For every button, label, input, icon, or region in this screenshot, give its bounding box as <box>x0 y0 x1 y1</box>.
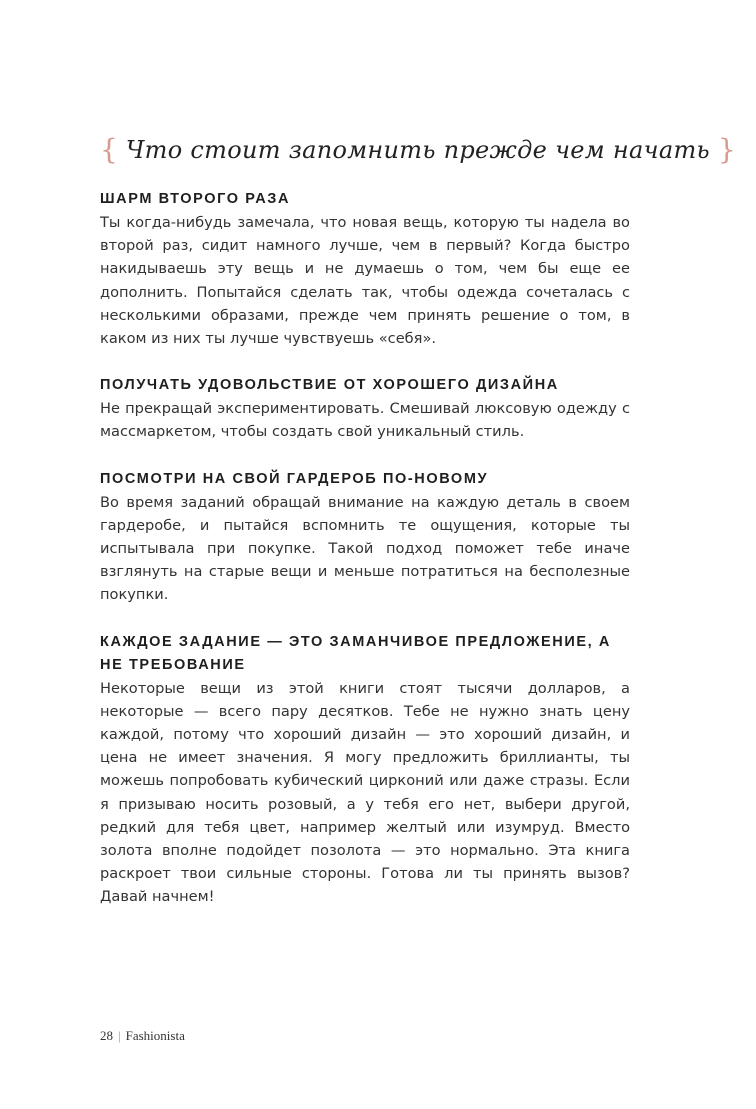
title-left-brace: { <box>100 133 118 166</box>
page-number: 28 <box>100 1028 113 1043</box>
page-footer <box>100 1028 185 1044</box>
chapter-title <box>100 130 736 170</box>
book-title: Fashionista <box>125 1028 185 1043</box>
section-paragraph: Не прекращай экспериментировать. Смешивай люксовую одежду с массмаркетом, чтобы создать свой уникальный стиль. <box>100 400 630 441</box>
section-heading: ПОСМОТРИ НА СВОЙ ГАРДЕРОБ ПО-НОВОМУ <box>100 470 489 487</box>
section-wardrobe-new-look <box>100 468 630 607</box>
page-content <box>100 188 630 933</box>
section-paragraph: Во время заданий обращай внимание на каждую деталь в своем гардеробе, и пытайся вспомнить те ощущения, которые ты испытывала при покупке. Такой подход поможет тебе иначе взглянуть на старые вещи и меньше потратиться на бесполезные покупки. <box>100 493 630 604</box>
section-good-design <box>100 374 630 443</box>
section-heading: КАЖДОЕ ЗАДАНИЕ — ЭТО ЗАМАНЧИВОЕ ПРЕДЛОЖЕНИЕ, А НЕ ТРЕБОВАНИЕ <box>100 633 611 673</box>
section-heading: ПОЛУЧАТЬ УДОВОЛЬСТВИЕ ОТ ХОРОШЕГО ДИЗАЙНА <box>100 377 559 394</box>
section-task-offer <box>100 631 630 909</box>
section-paragraph: Ты когда-нибудь замечала, что новая вещь, которую ты надела во второй раз, сидит намного лучше, чем в первый? Когда быстро накидываешь эту вещь и не думаешь о том, чем бы еще ее дополнить. Попытайся сделать так, чтобы одежда сочеталась с несколькими образами, прежде чем принять решение о том, в каком из них ты лучше чувствуешь «себя». <box>100 214 630 348</box>
title-right-brace: } <box>717 133 736 166</box>
section-heading: ШАРМ ВТОРОГО РАЗА <box>100 191 291 207</box>
section-second-time-charm <box>100 188 630 350</box>
footer-separator: | <box>118 1028 121 1043</box>
title-text: Что стоит запомнить прежде чем начать <box>125 136 710 164</box>
section-paragraph: Некоторые вещи из этой книги стоят тысячи долларов, а некоторые — всего пару десятков. Тебе не нужно знать цену каждой, потому что хороший дизайн — это хороший дизайн, и цена не имеет значения. Я могу предложить бриллианты, ты можешь попробовать кубический цирконий или даже стразы. Если я призываю носить розовый, а у тебя его нет, выбери другой, редкий для тебя цвет, например желтый или изумруд. Вместо золота вполне подойдет позолота — это нормально. Эта книга раскроет твои сильные стороны. Готова ли ты принять вызов? Давай начнем! <box>100 679 630 906</box>
